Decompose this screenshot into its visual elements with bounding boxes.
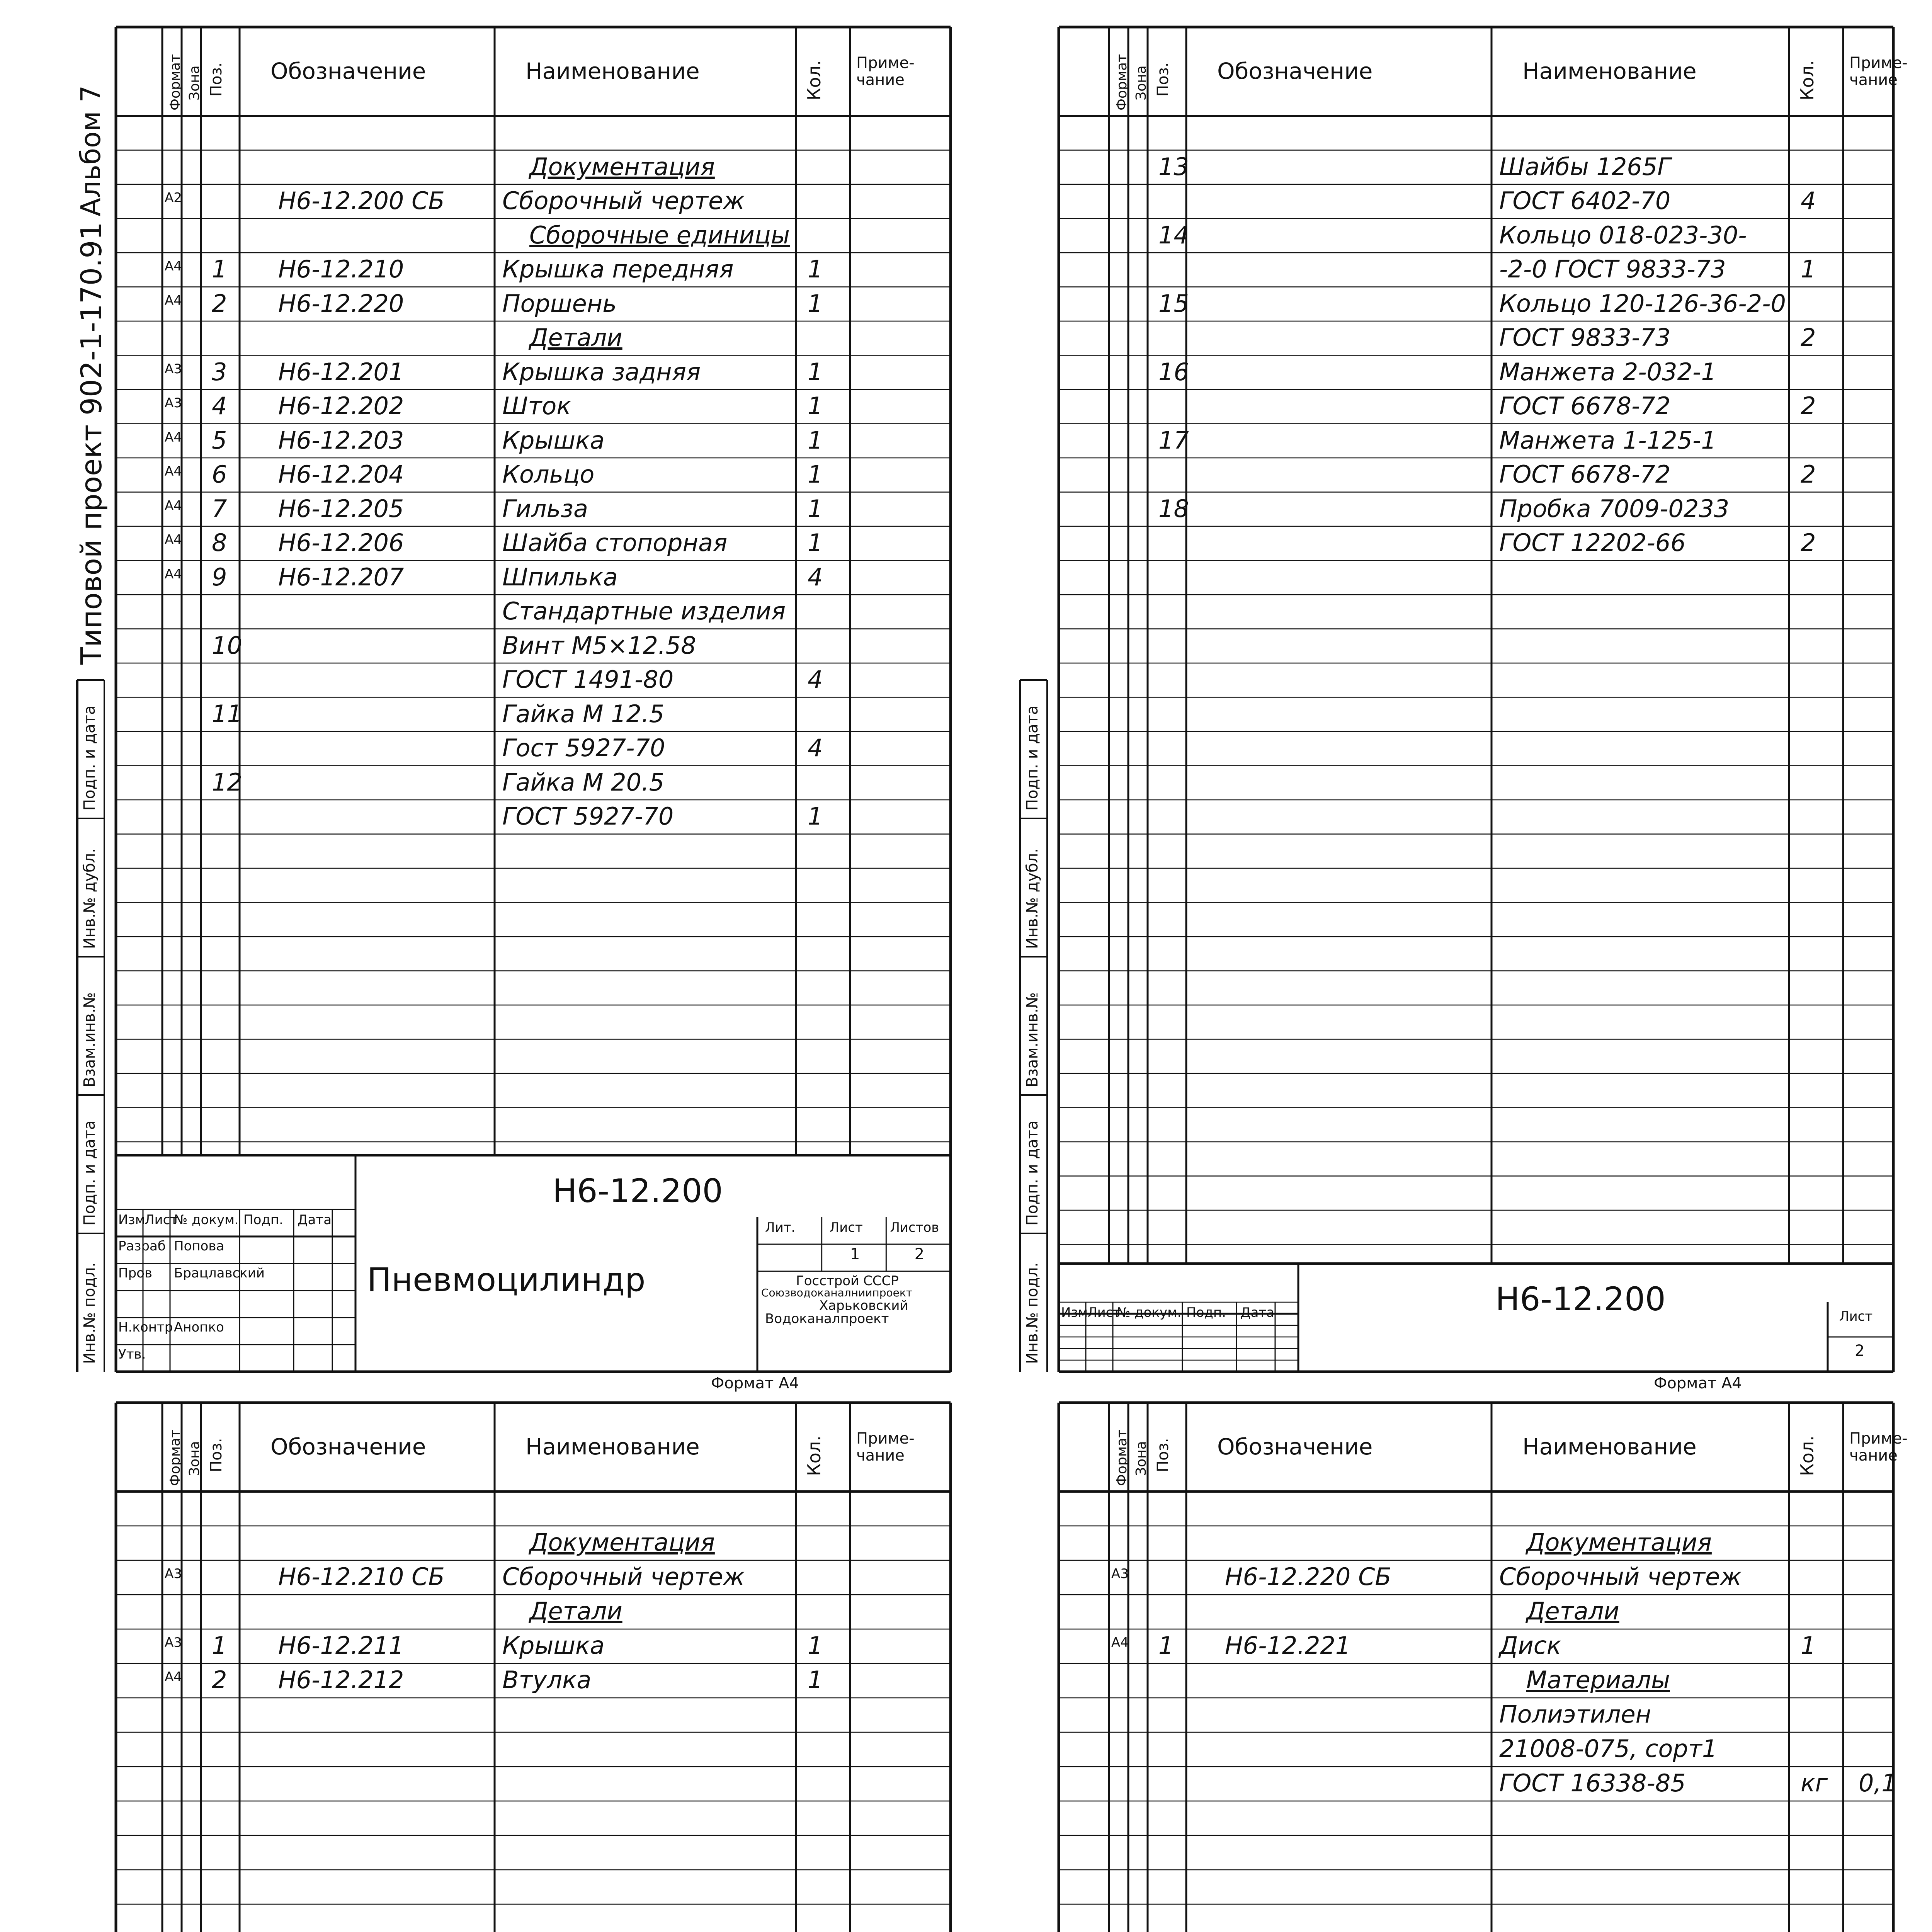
- header-format: Формат: [167, 54, 183, 111]
- tb-sheets: Листов: [890, 1220, 939, 1235]
- row-name: Крышка: [502, 1631, 605, 1660]
- header-name: Наименование: [526, 1434, 700, 1460]
- tb-date: Дата: [298, 1212, 332, 1228]
- tb-utv: Утв.: [118, 1347, 146, 1362]
- row-position: 12: [212, 768, 242, 796]
- row-quantity: 1: [808, 1631, 823, 1660]
- row-quantity: 1: [808, 460, 823, 488]
- header-qty: Кол.: [804, 60, 825, 100]
- row-format: А4: [165, 464, 182, 479]
- row-quantity: 1: [808, 255, 823, 283]
- header-name: Наименование: [1522, 58, 1697, 84]
- stub-label: Инв.№ дубл.: [1024, 848, 1041, 949]
- row-name: ГОСТ 6678-72: [1499, 392, 1671, 420]
- row-quantity: 1: [808, 426, 823, 454]
- row-name: Крышка: [502, 426, 605, 454]
- row-position: 13: [1158, 152, 1189, 181]
- stub-label: Инв.№ подл.: [81, 1262, 99, 1364]
- header-note: Приме- чание: [1849, 1430, 1908, 1464]
- org-line4: Водоканалпроект: [765, 1311, 889, 1327]
- row-name: Пробка 7009-0233: [1499, 494, 1730, 523]
- tb-razrab: Разраб: [118, 1238, 166, 1254]
- header-format: Формат: [1114, 54, 1130, 111]
- tb-prov: Пров: [118, 1265, 152, 1281]
- tb-date: Дата: [1240, 1305, 1275, 1320]
- header-name: Наименование: [526, 58, 700, 84]
- row-designation: Н6-12.205: [278, 494, 404, 523]
- header-note: Приме- чание: [856, 54, 915, 89]
- row-name: Шайба стопорная: [502, 529, 728, 557]
- row-position: 1: [212, 255, 227, 283]
- header-name: Наименование: [1522, 1434, 1697, 1460]
- row-position: 7: [212, 494, 227, 523]
- sheet-grid-lines: [1012, 0, 1908, 1383]
- row-name: Гайка М 20.5: [502, 768, 665, 796]
- row-designation: Н6-12.203: [278, 426, 404, 454]
- row-format: А2: [165, 190, 182, 206]
- row-name: Шайбы 1265Г: [1499, 152, 1671, 181]
- tb-lit: Лит.: [765, 1220, 796, 1235]
- row-quantity: 4: [808, 665, 823, 694]
- row-name: Манжета 1-125-1: [1499, 426, 1716, 454]
- row-section-title: Детали: [1526, 1597, 1619, 1625]
- tb-izm: Изм: [118, 1212, 145, 1228]
- header-pos: Поз.: [207, 1438, 225, 1472]
- row-name: ГОСТ 1491-80: [502, 665, 674, 694]
- stub-label: Взам.инв.№: [1024, 992, 1041, 1087]
- sheet-s1: [70, 0, 958, 1392]
- header-designation: Обозначение: [1217, 58, 1373, 84]
- row-format: А3: [1111, 1566, 1129, 1582]
- row-section-title: Документация: [1526, 1528, 1712, 1556]
- header-designation: Обозначение: [1217, 1434, 1373, 1460]
- org-line2: Союзводоканалниипроект: [761, 1286, 913, 1299]
- tb-list: Лист: [145, 1212, 178, 1228]
- row-position: 3: [212, 357, 227, 386]
- stub-label: Подп. и дата: [81, 705, 99, 811]
- row-position: 18: [1158, 494, 1189, 523]
- header-pos: Поз.: [1154, 62, 1172, 97]
- row-designation: Н6-12.210: [278, 255, 404, 283]
- tb-nkontr: Н.контр: [118, 1320, 173, 1335]
- row-name: Сборочный чертеж: [502, 187, 745, 215]
- row-format: А4: [165, 293, 182, 308]
- header-pos: Поз.: [1154, 1438, 1172, 1472]
- row-position: 2: [212, 289, 227, 318]
- album-label: Альбом 7: [75, 85, 107, 216]
- stub-label: Подп. и дата: [1024, 705, 1041, 811]
- header-qty: Кол.: [1797, 60, 1818, 100]
- row-designation: Н6-12.220: [278, 289, 404, 318]
- row-name: Кольцо 120-126-36-2-0: [1499, 289, 1786, 318]
- org-line1: Госстрой СССР: [796, 1273, 899, 1289]
- row-format: А4: [1111, 1635, 1129, 1650]
- row-name: Крышка передняя: [502, 255, 734, 283]
- row-quantity: 2: [1801, 392, 1816, 420]
- row-position: 17: [1158, 426, 1189, 454]
- tb-doc: № докум.: [1117, 1305, 1182, 1320]
- row-quantity: 1: [1801, 255, 1816, 283]
- row-position: 9: [212, 563, 227, 591]
- row-name: Кольцо: [502, 460, 595, 488]
- stub-label: Подп. и дата: [81, 1120, 99, 1226]
- row-quantity: 4: [808, 563, 823, 591]
- row-name: Сборочный чертеж: [502, 1563, 745, 1591]
- header-zone: Зона: [187, 65, 202, 100]
- row-quantity: 4: [808, 734, 823, 762]
- row-name: Шпилька: [502, 563, 618, 591]
- row-name: Гильза: [502, 494, 588, 523]
- row-position: 14: [1158, 221, 1189, 249]
- row-designation: Н6-12.221: [1225, 1631, 1351, 1660]
- row-quantity: 2: [1801, 529, 1816, 557]
- header-zone: Зона: [1133, 1441, 1149, 1476]
- row-designation: Н6-12.211: [278, 1631, 404, 1660]
- title-block-code: Н6-12.200: [553, 1172, 723, 1210]
- row-format: А4: [165, 566, 182, 582]
- row-designation: Н6-12.204: [278, 460, 404, 488]
- tb-sheet-number: 2: [1855, 1342, 1865, 1360]
- stub-label: Инв.№ дубл.: [81, 848, 99, 949]
- row-quantity: 1: [808, 529, 823, 557]
- format-label: Формат А4: [1654, 1374, 1742, 1392]
- row-section-title: Детали: [529, 323, 622, 352]
- row-name: Гайка М 12.5: [502, 699, 665, 728]
- title-block-name: Пневмоцилиндр: [367, 1261, 646, 1299]
- header-qty: Кол.: [1797, 1435, 1818, 1476]
- header-format: Формат: [1114, 1429, 1130, 1486]
- row-name: ГОСТ 12202-66: [1499, 529, 1686, 557]
- row-quantity: кг: [1801, 1769, 1828, 1797]
- tb-doc: № докум.: [174, 1212, 239, 1228]
- header-pos: Поз.: [207, 62, 225, 97]
- tb-izm: Изм: [1061, 1305, 1088, 1320]
- row-designation: Н6-12.207: [278, 563, 404, 591]
- row-name: Втулка: [502, 1666, 592, 1694]
- header-note: Приме- чание: [856, 1430, 915, 1464]
- sheet-s2: [1012, 0, 1908, 1392]
- row-designation: Н6-12.220 СБ: [1225, 1563, 1391, 1591]
- row-position: 5: [212, 426, 227, 454]
- row-format: А4: [165, 1669, 182, 1685]
- row-name: Поршень: [502, 289, 617, 318]
- stub-label: Взам.инв.№: [81, 992, 99, 1087]
- sheet-s3: [70, 1391, 958, 1932]
- row-quantity: 2: [1801, 460, 1816, 488]
- row-format: А4: [165, 259, 182, 274]
- row-quantity: 2: [1801, 323, 1816, 352]
- project-label: Типовой проект 902-1-170.91: [75, 222, 108, 665]
- row-name: Винт М5×12.58: [502, 631, 696, 660]
- row-designation: Н6-12.210 СБ: [278, 1563, 445, 1591]
- row-designation: Н6-12.206: [278, 529, 404, 557]
- header-zone: Зона: [1133, 65, 1149, 100]
- row-position: 8: [212, 529, 227, 557]
- row-name: Крышка задняя: [502, 357, 701, 386]
- row-name: -2-0 ГОСТ 9833-73: [1499, 255, 1726, 283]
- row-designation: Н6-12.202: [278, 392, 404, 420]
- row-quantity: 1: [808, 494, 823, 523]
- row-position: 1: [1158, 1631, 1174, 1660]
- row-quantity: 1: [808, 289, 823, 318]
- sheet-s4: [1012, 1391, 1908, 1932]
- row-name: ГОСТ 6678-72: [1499, 460, 1671, 488]
- tb-sheet: Лист: [829, 1220, 863, 1235]
- row-name: Сборочный чертеж: [1499, 1563, 1742, 1591]
- header-qty: Кол.: [804, 1435, 825, 1476]
- row-section-title: Документация: [529, 1528, 715, 1556]
- row-position: 10: [212, 631, 242, 660]
- row-position: 16: [1158, 357, 1189, 386]
- row-section-title: Сборочные единицы: [529, 221, 790, 249]
- row-designation: Н6-12.212: [278, 1666, 404, 1694]
- row-quantity: 1: [808, 802, 823, 830]
- row-name: Гост 5927-70: [502, 734, 665, 762]
- row-quantity: 1: [808, 392, 823, 420]
- tb-list: Лист: [1087, 1305, 1121, 1320]
- row-section-title: Материалы: [1526, 1666, 1670, 1694]
- header-zone: Зона: [187, 1441, 202, 1476]
- header-designation: Обозначение: [270, 1434, 426, 1460]
- row-name: Кольцо 018-023-30-: [1499, 221, 1747, 249]
- row-format: А4: [165, 532, 182, 548]
- row-name: ГОСТ 5927-70: [502, 802, 674, 830]
- row-position: 15: [1158, 289, 1189, 318]
- row-name: Диск: [1499, 1631, 1561, 1660]
- tb-sign: Подп.: [1186, 1305, 1226, 1320]
- row-designation: Н6-12.201: [278, 357, 404, 386]
- row-quantity: 4: [1801, 187, 1816, 215]
- tb-sheet-number: 1: [850, 1245, 860, 1263]
- sheet-grid-lines: [70, 1391, 958, 1932]
- format-label: Формат А4: [711, 1374, 799, 1392]
- header-format: Формат: [167, 1429, 183, 1486]
- header-note: Приме- чание: [1849, 54, 1908, 89]
- tb-sheets-total: 2: [914, 1245, 925, 1263]
- row-name: 21008-075, сорт1: [1499, 1735, 1718, 1763]
- row-position: 6: [212, 460, 227, 488]
- row-position: 4: [212, 392, 227, 420]
- tb-sheet-label: Лист: [1839, 1309, 1873, 1324]
- row-name: ГОСТ 6402-70: [1499, 187, 1671, 215]
- row-name: Полиэтилен: [1499, 1700, 1651, 1728]
- row-name: Стандартные изделия: [502, 597, 786, 625]
- row-position: 11: [212, 699, 242, 728]
- row-format: А4: [165, 429, 182, 445]
- row-position: 2: [212, 1666, 227, 1694]
- tb-prov-name: Брацлавский: [174, 1265, 265, 1281]
- row-section-title: Детали: [529, 1597, 622, 1625]
- row-designation: Н6-12.200 СБ: [278, 187, 445, 215]
- row-name: ГОСТ 9833-73: [1499, 323, 1671, 352]
- stub-label: Инв.№ подл.: [1024, 1262, 1041, 1364]
- stub-label: Подп. и дата: [1024, 1120, 1041, 1226]
- title-block-code: Н6-12.200: [1495, 1280, 1666, 1318]
- row-position: 1: [212, 1631, 227, 1660]
- row-quantity: 1: [1801, 1631, 1816, 1660]
- row-format: А4: [165, 498, 182, 514]
- tb-razrab-name: Попова: [174, 1238, 224, 1254]
- org-line3: Харьковский: [819, 1298, 908, 1313]
- row-format: А3: [165, 1635, 182, 1650]
- header-designation: Обозначение: [270, 58, 426, 84]
- row-format: А3: [165, 1566, 182, 1582]
- row-quantity: 1: [808, 1666, 823, 1694]
- row-name: Манжета 2-032-1: [1499, 357, 1716, 386]
- row-format: А3: [165, 395, 182, 411]
- tb-sign: Подп.: [243, 1212, 283, 1228]
- row-quantity: 1: [808, 357, 823, 386]
- row-section-title: Документация: [529, 152, 715, 181]
- row-format: А3: [165, 361, 182, 377]
- tb-nkontr-name: Анопко: [174, 1320, 224, 1335]
- row-name: Шток: [502, 392, 571, 420]
- row-note: 0,1: [1859, 1769, 1897, 1797]
- row-name: ГОСТ 16338-85: [1499, 1769, 1686, 1797]
